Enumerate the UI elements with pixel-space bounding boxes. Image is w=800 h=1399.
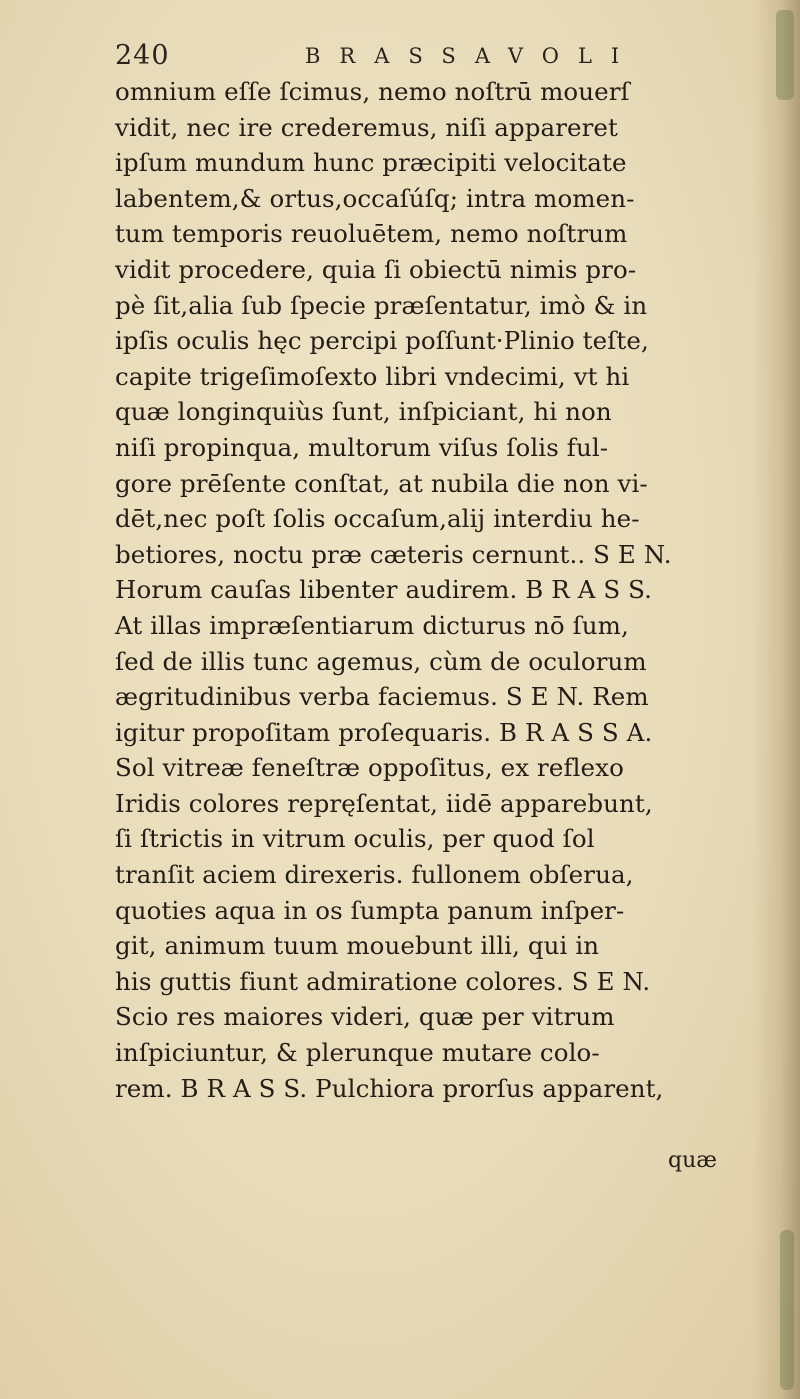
running-title: BRASSAVOLI <box>305 44 639 68</box>
text-line: Iridis colores repręſentat, iidē apparebunt, <box>115 788 653 818</box>
text-line: capite trigeſimoſexto libri vndecimi, vt hi <box>115 361 630 391</box>
text-line: gore prēſente conſtat, at nubila die non vi- <box>115 468 648 498</box>
text-line: git, animum tuum mouebunt illi, qui in <box>115 931 600 961</box>
text-line: his guttis fiunt admiratione colores. S E N. <box>115 966 651 996</box>
text-line: inſpiciuntur, & plerunque mutare colo- <box>115 1038 600 1068</box>
text-line: Scio res maiores videri, quæ per vitrum <box>115 1002 615 1032</box>
text-line: dēt,nec poſt ſolis occaſum,alij interdiu he- <box>115 504 640 534</box>
text-line: tranſit aciem direxeris. fullonem obſerua, <box>115 860 634 890</box>
catchword: quæ <box>668 1148 717 1173</box>
text-line: igitur propoſitam proſequaris. B R A S S A. <box>115 717 653 747</box>
text-line: ſed de illis tunc agemus, cùm de oculorum <box>115 646 647 676</box>
text-line: ſi ſtrictis in vitrum oculis, per quod ſol <box>115 824 595 854</box>
text-line: rem. B R A S S. Pulchiora prorſus apparent, <box>115 1073 664 1103</box>
text-line: betiores, noctu præ cæteris cernunt.. S E N. <box>115 539 672 569</box>
text-line: quoties aqua in os ſumpta panum inſper- <box>115 895 625 925</box>
text-line: pè ſit,alia ſub ſpecie præſentatur, imò & in <box>115 290 648 320</box>
text-line: ægritudinibus verba faciemus. S E N. Rem <box>115 682 649 712</box>
text-line: quæ longinquiùs ſunt, inſpiciant, hi non <box>115 397 612 427</box>
text-line: omnium eſſe ſcimus, nemo noſtrū mouerſ <box>115 77 630 106</box>
text-line: ipſum mundum hunc præcipiti velocitate <box>115 148 627 178</box>
page-number: 240 <box>115 40 170 71</box>
text-line: ipſis oculis hęc percipi poſſunt·Plinio teſte, <box>115 326 649 356</box>
text-line: Horum cauſas libenter audirem. B R A S S. <box>115 575 653 605</box>
body-text <box>115 74 780 1106</box>
text-line: labentem,& ortus,occaſúſq; intra momen- <box>115 183 635 213</box>
text-line: At illas impræſentiarum dicturus nō ſum, <box>115 610 629 640</box>
text-line: vidit, nec ire crederemus, niſi appareret <box>115 112 618 142</box>
text-line: vidit procedere, quia ſi obiectū nimis pro- <box>115 254 637 284</box>
paper-stain-bottom <box>780 1230 794 1390</box>
text-line: niſi propinqua, multorum viſus ſolis ful- <box>115 432 609 462</box>
text-line: tum temporis reuoluētem, nemo noſtrum <box>115 219 628 249</box>
text-line: Sol vitreæ feneſtræ oppoſitus, ex reflexo <box>115 753 624 783</box>
